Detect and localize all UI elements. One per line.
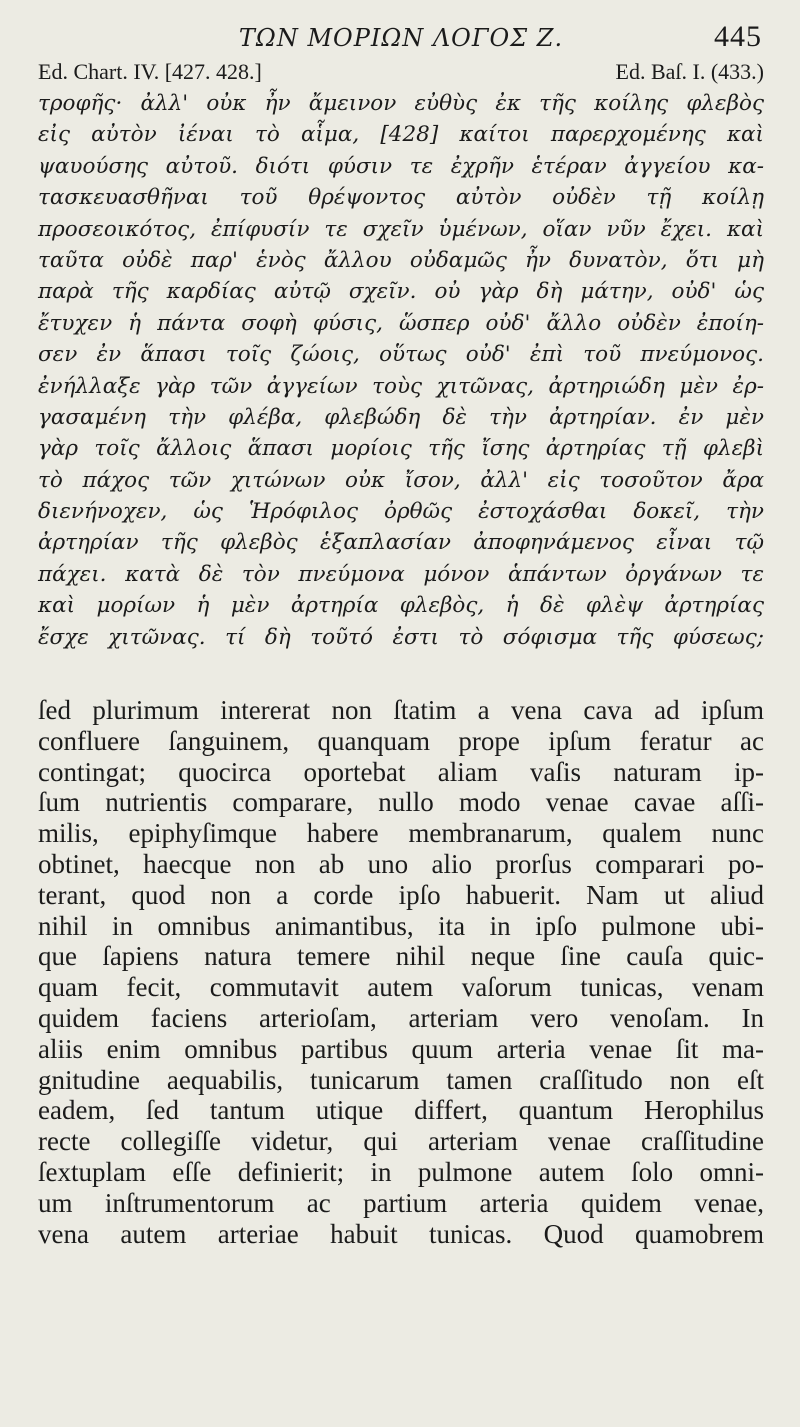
latin-text-line: que ſapiens natura temere nihil neque ſine cauſa quic-	[38, 941, 764, 972]
greek-text-line: γὰρ τοῖς ἄλλοις ἅπασι μορίοις τῆς ἴσης ἀρτηρίας τῇ φλεβὶ	[38, 436, 764, 462]
latin-text-line: nihil in omnibus animantibus, ita in ipſo pulmone ubi-	[38, 910, 764, 941]
latin-text-line: contingat; quocirca oportebat aliam vaſis naturam ip-	[38, 756, 764, 787]
latin-text-line: quam fecit, commutavit autem vaſorum tunicas, venam	[38, 972, 764, 1003]
edition-basel: Ed. Baſ. I. (433.)	[615, 59, 764, 84]
greek-text-line: ἔσχε χιτῶνας. τί δὴ τοῦτό ἐστι τὸ σόφισμα τῆς φύσεως;	[38, 624, 764, 650]
edition-references	[38, 58, 764, 86]
edition-chartier: Ed. Chart. IV. [427. 428.]	[38, 59, 262, 84]
latin-text-line: ſextuplam eſſe definierit; in pulmone autem ſolo omni-	[38, 1156, 764, 1187]
greek-text-line: διενήνοχεν, ὡς Ἡρόφιλος ὀρθῶς ἐστοχάσθαι δοκεῖ, τὴν	[38, 499, 764, 525]
greek-text-line: τασκευασθῆναι τοῦ θρέψοντος αὐτὸν οὐδὲν τῇ κοίλῃ	[38, 185, 764, 211]
latin-text-line: aliis enim omnibus partibus quum arteria venae ſit ma-	[38, 1033, 764, 1064]
greek-text-line: σεν ἐν ἅπασι τοῖς ζώοις, οὕτως οὐδ' ἐπὶ τοῦ πνεύμονος.	[38, 342, 764, 368]
latin-text-line: recte collegiſſe videtur, qui arteriam venae craſſitudine	[38, 1126, 764, 1157]
latin-text-line: quidem faciens arterioſam, arteriam vero venoſam. In	[38, 1003, 764, 1033]
greek-text-line: τὸ πάχος τῶν χιτώνων οὐκ ἴσον, ἀλλ' εἰς τοσοῦτον ἄρα	[38, 467, 764, 493]
page-number: 445	[714, 20, 762, 53]
greek-text-line: ἔτυχεν ἡ πάντα σοφὴ φύσις, ὥσπερ οὐδ' ἄλλο οὐδὲν ἐποίη-	[38, 310, 764, 336]
greek-text-line: εἰς αὐτὸν ἰέναι τὸ αἷμα, [428] καίτοι παρερχομένης καὶ	[38, 122, 764, 148]
greek-text-line: γασαμένη τὴν φλέβα, φλεβώδη δὲ τὴν ἀρτηρίαν. ἐν μὲν	[38, 404, 764, 430]
latin-text-block	[38, 695, 764, 1249]
greek-text-line: ταῦτα οὐδὲ παρ' ἑνὸς ἄλλου οὐδαμῶς ἦν δυνατὸν, ὅτι μὴ	[38, 247, 764, 273]
running-head	[38, 0, 764, 52]
latin-text-line: milis, epiphyſimque habere membranarum, qualem nunc	[38, 818, 764, 849]
latin-text-line: ſum nutrientis comparare, nullo modo venae cavae aſſi-	[38, 787, 764, 818]
greek-text-block	[38, 88, 764, 653]
greek-text-line: ψαυούσης αὐτοῦ. διότι φύσιν τε ἐχρῆν ἑτέραν ἀγγείου κα-	[38, 153, 764, 179]
greek-text-line: πάχει. κατὰ δὲ τὸν πνεύμονα μόνον ἁπάντων ὀργάνων τε	[38, 561, 764, 587]
greek-text-line: παρὰ τῆς καρδίας αὐτῷ σχεῖν. οὐ γὰρ δὴ μάτην, οὐδ' ὡς	[38, 279, 764, 305]
latin-text-line: confluere ſanguinem, quanquam prope ipſum feratur ac	[38, 725, 764, 756]
latin-text-line: gnitudine aequabilis, tunicarum tamen craſſitudo non eſt	[38, 1064, 764, 1095]
latin-text-line: um inſtrumentorum ac partium arteria quidem venae,	[38, 1187, 764, 1218]
latin-text-line: ſed plurimum intererat non ſtatim a vena cava ad ipſum	[38, 695, 764, 726]
greek-text-line: ἐνήλλαξε γὰρ τῶν ἀγγείων τοὺς χιτῶνας, ἀρτηριώδη μὲν ἐρ-	[38, 373, 764, 399]
latin-text-line: eadem, ſed tantum utique differt, quantum Herophilus	[38, 1095, 764, 1126]
latin-text-line: obtinet, haecque non ab uno alio prorſus comparari po-	[38, 849, 764, 880]
latin-text-line: vena autem arteriae habuit tunicas. Quod quamobrem	[38, 1218, 764, 1249]
latin-text-line: terant, quod non a corde ipſo habuerit. Nam ut aliud	[38, 879, 764, 910]
greek-text-line: καὶ μορίων ἡ μὲν ἀρτηρία φλεβὸς, ἡ δὲ φλὲψ ἀρτηρίας	[38, 593, 764, 619]
greek-text-line: τροφῆς· ἀλλ' οὐκ ἦν ἄμεινον εὐθὺς ἐκ τῆς κοίλης φλεβὸς	[38, 91, 764, 116]
greek-text-line: προσεοικότος, ἐπίφυσίν τε σχεῖν ὑμένων, οἵαν νῦν ἔχει. καὶ	[38, 216, 764, 242]
greek-text-line: ἀρτηρίαν τῆς φλεβὸς ἑξαπλασίαν ἀποφηνάμενος εἶναι τῷ	[38, 530, 764, 556]
running-title: ΤΩΝ ΜΟΡΙΩΝ ΛΟΓΟΣ Ζ.	[238, 24, 564, 52]
